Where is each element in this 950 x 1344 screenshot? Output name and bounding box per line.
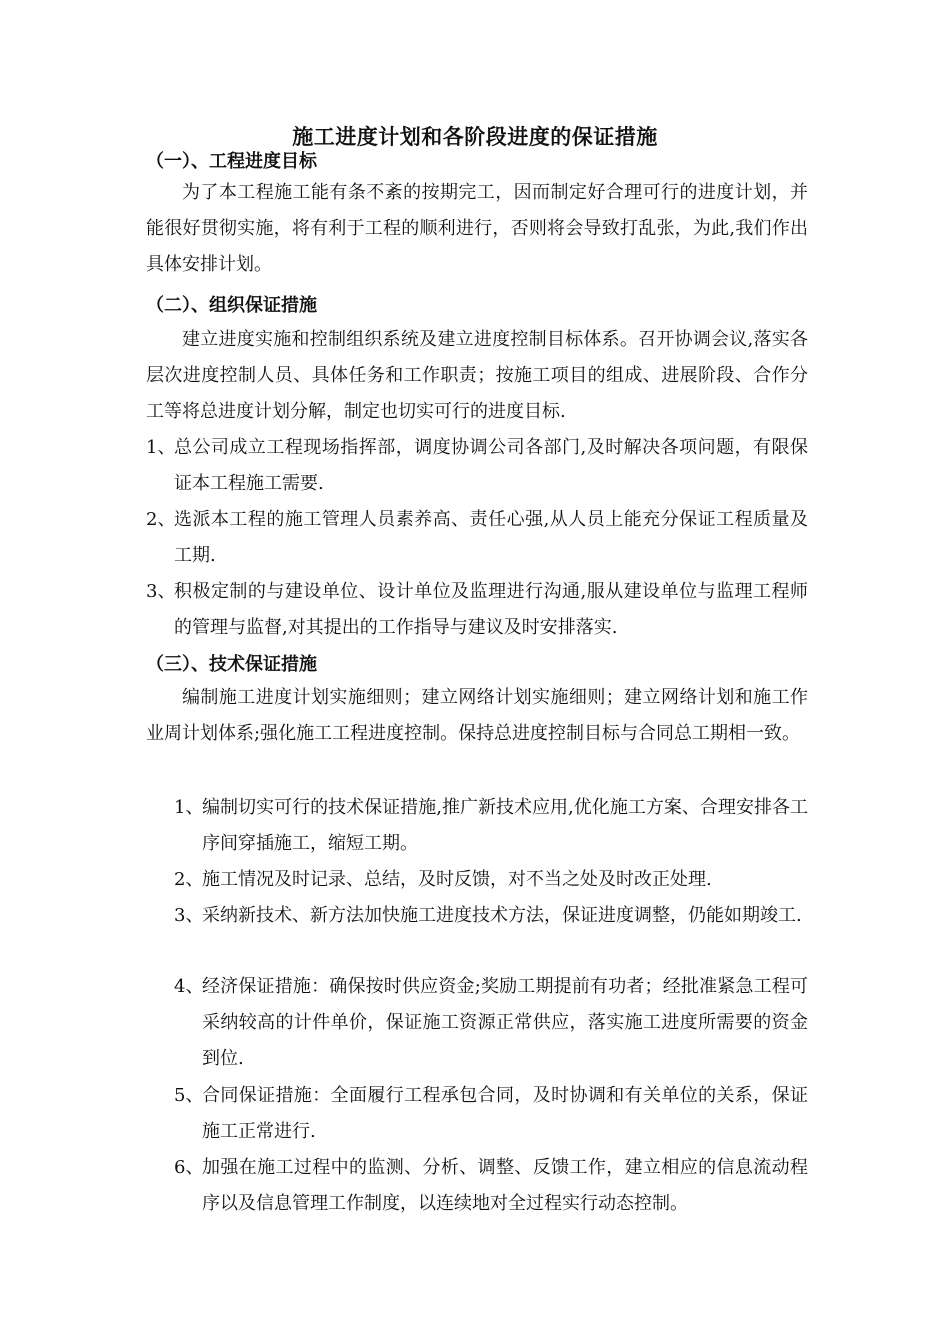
document-title: 施工进度计划和各阶段进度的保证措施: [292, 124, 658, 149]
list-item-number: 4、: [174, 976, 204, 997]
list-item-number: 1、: [174, 797, 204, 818]
list-item: [146, 430, 808, 502]
list-item-number: 3、: [146, 581, 176, 602]
list-item: [174, 790, 808, 862]
list-item: [174, 1078, 808, 1150]
list-item: [174, 898, 808, 934]
list-item-text: 选派本工程的施工管理人员素养高、责任心强,从人员上能充分保证工程质量及工期.: [174, 509, 808, 566]
section-heading-3: （三）、技术保证措施: [146, 654, 317, 675]
list-item-text: 编制切实可行的技术保证措施,推广新技术应用,优化施工方案、合理安排各工序间穿插施工，缩短工期。: [202, 797, 808, 854]
list-item-text: 施工情况及时记录、总结，及时反馈，对不当之处及时改正处理.: [202, 869, 712, 890]
list-item: [174, 862, 808, 898]
list-item-number: 1、: [146, 437, 176, 458]
list-item: [146, 502, 808, 574]
section-heading-1: （一）、工程进度目标: [146, 151, 317, 172]
section-1-paragraph: 为了本工程施工能有条不紊的按期完工，因而制定好合理可行的进度计划，并能很好贯彻实施，将有利于工程的顺利进行，否则将会导致打乱张，为此,我们作出具体安排计划。: [146, 182, 808, 275]
list-item: [146, 574, 808, 646]
section-3-paragraph: 编制施工进度计划实施细则；建立网络计划实施细则；建立网络计划和施工作业周计划体系;强化施工工程进度控制。保持总进度控制目标与合同总工期相一致。: [146, 687, 808, 744]
list-item-text: 经济保证措施：确保按时供应资金;奖励工期提前有功者；经批准紧急工程可采纳较高的计件单价，保证施工资源正常供应，落实施工进度所需要的资金到位.: [202, 976, 808, 1069]
list-item-text: 加强在施工过程中的监测、分析、调整、反馈工作，建立相应的信息流动程序以及信息管理工作制度，以连续地对全过程实行动态控制。: [202, 1157, 808, 1214]
section-heading-2: （二）、组织保证措施: [146, 295, 317, 316]
list-item-number: 3、: [174, 905, 204, 926]
list-item-text: 积极定制的与建设单位、设计单位及监理进行沟通,服从建设单位与监理工程师的管理与监督,对其提出的工作指导与建议及时安排落实.: [174, 581, 808, 638]
list-item-text: 总公司成立工程现场指挥部，调度协调公司各部门,及时解决各项问题，有限保证本工程施工需要.: [174, 437, 808, 494]
list-item-number: 6、: [174, 1157, 204, 1178]
list-item-text: 合同保证措施：全面履行工程承包合同，及时协调和有关单位的关系，保证施工正常进行.: [202, 1085, 808, 1142]
list-item-number: 5、: [174, 1085, 204, 1106]
list-item: [174, 1150, 808, 1222]
list-item-number: 2、: [146, 509, 176, 530]
list-item-number: 2、: [174, 869, 204, 890]
section-2-paragraph: 建立进度实施和控制组织系统及建立进度控制目标体系。召开协调会议,落实各层次进度控制人员、具体任务和工作职责；按施工项目的组成、进展阶段、合作分工等将总进度计划分解，制定也切实可行的进度目标.: [146, 329, 808, 422]
list-item-text: 采纳新技术、新方法加快施工进度技术方法，保证进度调整，仍能如期竣工.: [202, 905, 802, 926]
list-item: [174, 969, 808, 1077]
